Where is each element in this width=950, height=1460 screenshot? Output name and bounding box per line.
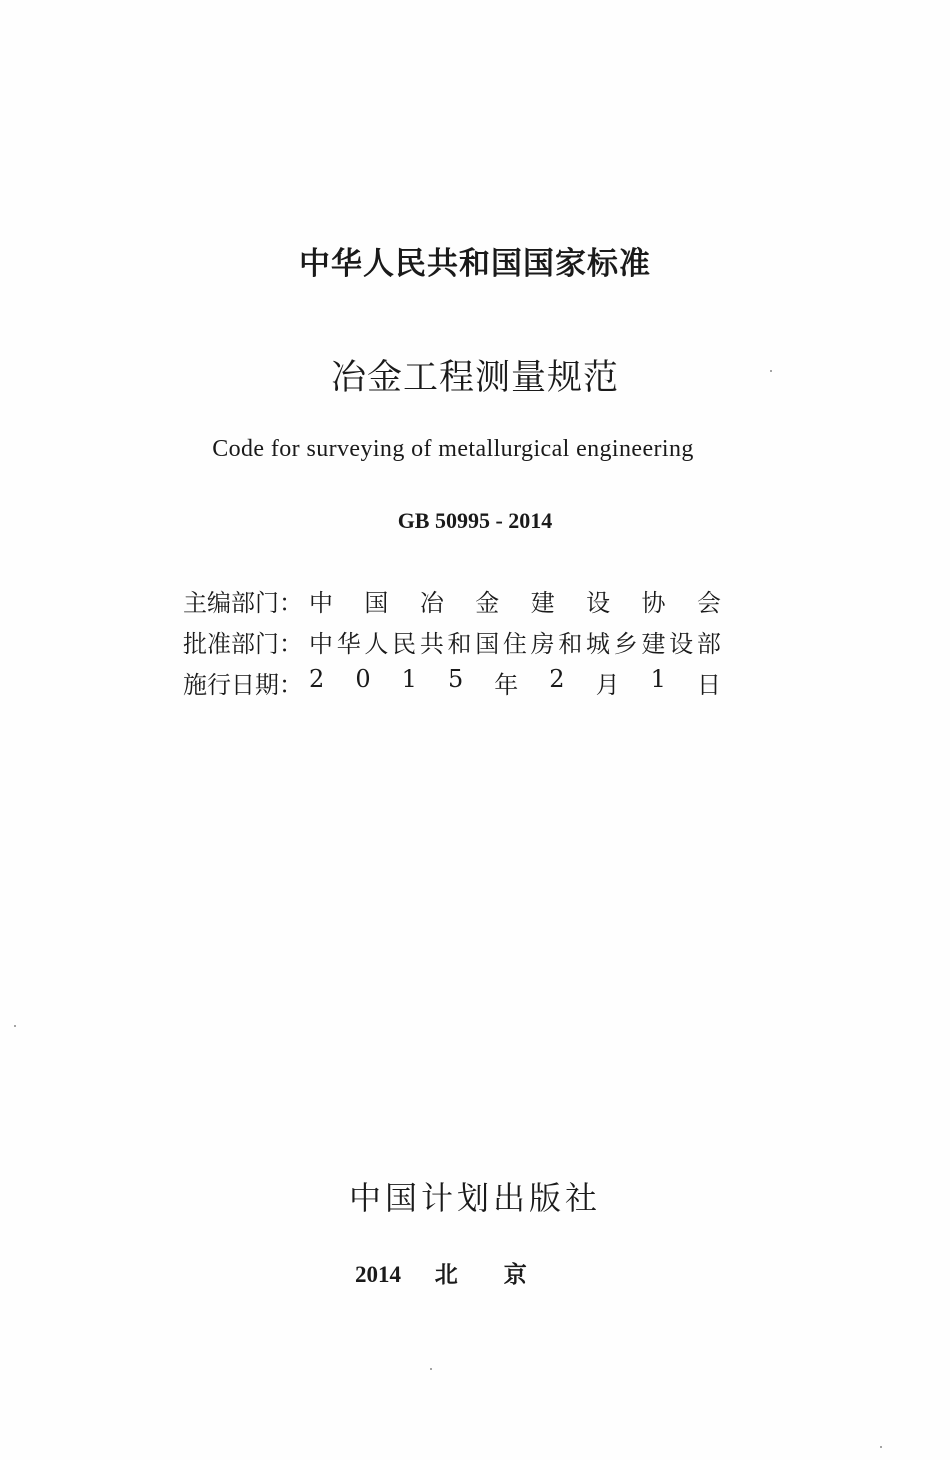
info-value-char: 和 [447,630,472,658]
info-value-char: 设 [669,630,694,658]
info-value-char: 1 [650,665,666,693]
info-value-char: 国 [364,589,389,617]
info-value-char: 共 [419,630,444,658]
chinese-title: 冶金工程测量规范 [330,358,619,398]
info-value-char: 金 [475,589,500,617]
imprint-city-char: 北 [434,1262,458,1287]
info-label: 主编部门： [183,589,303,617]
info-value [309,624,721,659]
info-value-char: 会 [696,589,721,617]
series-title: 中华人民共和国国家标准 [299,246,651,282]
info-value-char: 建 [641,630,666,658]
info-value-char: 部 [696,630,721,658]
scan-speck [770,370,772,372]
info-row-effective-date [183,662,743,703]
info-value-char: 房 [530,630,555,658]
info-value-char: 设 [586,589,611,617]
info-value-char: 协 [641,589,666,617]
info-value-char: 冶 [419,589,444,617]
publisher-name: 中国计划出版社 [348,1179,601,1217]
info-value-char: 2 [309,665,325,693]
scan-speck [430,1368,432,1370]
scan-speck [880,1446,882,1448]
imprint-city [435,1256,527,1289]
info-value-char: 5 [447,665,464,693]
imprint-line [355,1256,527,1289]
imprint-city-char: 京 [503,1262,527,1287]
info-row-editor [183,580,743,621]
info-value-char: 国 [475,630,500,658]
info-value-char: 中 [309,589,333,617]
info-value-char: 年 [494,671,519,699]
info-value-char: 建 [530,589,555,617]
info-value [309,583,721,618]
info-value-char: 和 [558,630,583,658]
imprint-year: 2014 [355,1262,401,1287]
scan-speck [14,1025,16,1027]
info-value-char: 2 [549,665,565,693]
info-block [183,580,743,703]
info-value-char: 日 [696,671,721,699]
info-row-approver [183,621,743,662]
english-title: Code for surveying of metallurgical engineering [212,436,694,462]
info-value-char: 0 [355,665,371,693]
info-value-char: 乡 [613,630,638,658]
info-value [309,665,721,700]
info-value-char: 1 [401,665,417,693]
info-value-char: 城 [586,630,611,658]
info-label: 施行日期： [183,671,303,699]
info-value-char: 住 [502,630,527,658]
standard-number: GB 50995 - 2014 [397,508,553,533]
info-label: 批准部门： [183,630,303,658]
info-value-char: 中 [309,630,333,658]
info-value-char: 民 [392,630,417,658]
info-value-char: 人 [364,630,389,658]
info-value-char: 华 [336,630,361,658]
info-value-char: 月 [595,671,620,699]
